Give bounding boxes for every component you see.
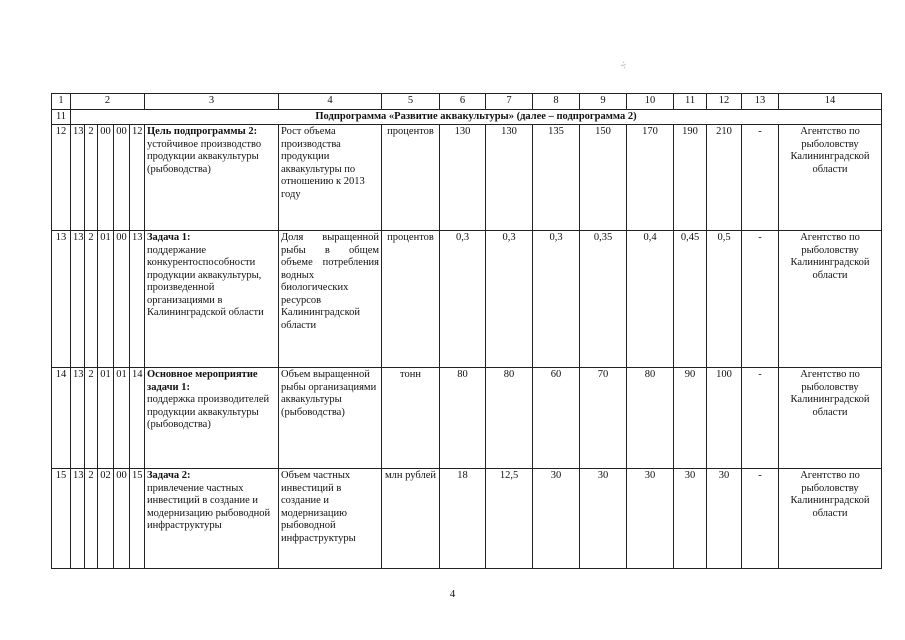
- row-description: привлечение частных инвестиций в создание и модернизацию рыбоводной инфраструктуры: [147, 482, 271, 531]
- value-cell: 170: [627, 125, 674, 231]
- page-number: 4: [449, 588, 456, 600]
- scan-mark: ·ı·: [618, 59, 630, 71]
- subprogram-number: 11: [52, 109, 71, 125]
- code-cell: 01: [114, 368, 130, 469]
- unit-cell: тонн: [382, 368, 440, 469]
- code-cell: 00: [114, 469, 130, 569]
- code-cell: 2: [85, 231, 98, 368]
- value-cell: 70: [580, 368, 627, 469]
- header-cell: 4: [279, 94, 382, 110]
- value-cell: 12,5: [486, 469, 533, 569]
- value-cell: 0,45: [674, 231, 707, 368]
- header-cell: 9: [580, 94, 627, 110]
- header-cell: 1: [52, 94, 71, 110]
- goal-cell: [145, 125, 279, 231]
- indicator-cell: Объем частных инвестиций в создание и модернизацию рыбоводной инфраструктуры: [279, 469, 382, 569]
- row-number-cell: 14: [52, 368, 71, 469]
- col13-cell: -: [742, 368, 779, 469]
- table-row: [52, 125, 882, 231]
- agency-cell: Агентство по рыболовству Калининградской области: [779, 368, 882, 469]
- header-cell: 11: [674, 94, 707, 110]
- header-cell: 10: [627, 94, 674, 110]
- indicator-cell: Доля выращенной рыбы в общем объеме потребления водных биологических ресурсов Калининградской области: [279, 231, 382, 368]
- value-cell: 30: [580, 469, 627, 569]
- value-cell: 0,3: [440, 231, 486, 368]
- value-cell: 0,35: [580, 231, 627, 368]
- code-cell: 02: [98, 469, 114, 569]
- code-cell: 2: [85, 125, 98, 231]
- agency-cell: Агентство по рыболовству Калининградской области: [779, 469, 882, 569]
- row-title: Основное мероприятие задачи 1:: [147, 369, 258, 393]
- value-cell: 60: [533, 368, 580, 469]
- row-description: поддержка производителей продукции аквакультуры (рыбоводства): [147, 394, 270, 430]
- row-title: Задача 2:: [147, 470, 191, 481]
- unit-cell: процентов: [382, 231, 440, 368]
- agency-cell: Агентство по рыболовству Калининградской области: [779, 125, 882, 231]
- header-cell: 7: [486, 94, 533, 110]
- value-cell: 135: [533, 125, 580, 231]
- goal-cell: [145, 368, 279, 469]
- unit-cell: млн рублей: [382, 469, 440, 569]
- indicators-table: [51, 93, 882, 569]
- code-cell: 01: [98, 231, 114, 368]
- header-row: [52, 94, 882, 110]
- row-title: Цель подпрограммы 2:: [147, 126, 258, 137]
- header-cell: 2: [71, 94, 145, 110]
- value-cell: 18: [440, 469, 486, 569]
- col13-cell: -: [742, 125, 779, 231]
- value-cell: 100: [707, 368, 742, 469]
- code-cell: 2: [85, 469, 98, 569]
- header-cell: 8: [533, 94, 580, 110]
- value-cell: 150: [580, 125, 627, 231]
- code-cell: 00: [114, 125, 130, 231]
- value-cell: 130: [440, 125, 486, 231]
- value-cell: 80: [627, 368, 674, 469]
- col13-cell: -: [742, 231, 779, 368]
- header-cell: 12: [707, 94, 742, 110]
- value-cell: 30: [707, 469, 742, 569]
- value-cell: 130: [486, 125, 533, 231]
- row-description: устойчивое производство продукции аквакультуры (рыбоводства): [147, 138, 262, 175]
- value-cell: 90: [674, 368, 707, 469]
- value-cell: 80: [440, 368, 486, 469]
- row-description: поддержание конкурентоспособности продукции аквакультуры, произведенной организациями в Калининградской области: [147, 244, 264, 318]
- value-cell: 30: [674, 469, 707, 569]
- header-cell: 5: [382, 94, 440, 110]
- header-cell: 13: [742, 94, 779, 110]
- header-cell: 14: [779, 94, 882, 110]
- value-cell: 0,4: [627, 231, 674, 368]
- table-row: [52, 368, 882, 469]
- value-cell: 80: [486, 368, 533, 469]
- goal-cell: [145, 231, 279, 368]
- value-cell: 210: [707, 125, 742, 231]
- table-row: [52, 231, 882, 368]
- indicator-cell: Объем выращенной рыбы организациями аквакультуры (рыбоводства): [279, 368, 382, 469]
- value-cell: 190: [674, 125, 707, 231]
- row-number-cell: 13: [52, 231, 71, 368]
- code-cell: 12: [130, 125, 145, 231]
- code-cell: 13: [71, 469, 85, 569]
- code-cell: 13: [71, 125, 85, 231]
- value-cell: 30: [627, 469, 674, 569]
- code-cell: 2: [85, 368, 98, 469]
- agency-cell: Агентство по рыболовству Калининградской области: [779, 231, 882, 368]
- code-cell: 00: [98, 125, 114, 231]
- code-cell: 00: [114, 231, 130, 368]
- row-number-cell: 12: [52, 125, 71, 231]
- value-cell: 30: [533, 469, 580, 569]
- code-cell: 13: [71, 368, 85, 469]
- header-cell: 3: [145, 94, 279, 110]
- code-cell: 13: [71, 231, 85, 368]
- code-cell: 15: [130, 469, 145, 569]
- table-row: [52, 469, 882, 569]
- subprogram-title: Подпрограмма «Развитие аквакультуры» (далее – подпрограмма 2): [71, 109, 882, 125]
- row-title: Задача 1:: [147, 232, 191, 243]
- indicator-cell: Рост объема производства продукции аквакультуры по отношению к 2013 году: [279, 125, 382, 231]
- code-cell: 13: [130, 231, 145, 368]
- code-cell: 14: [130, 368, 145, 469]
- header-cell: 6: [440, 94, 486, 110]
- value-cell: 0,3: [486, 231, 533, 368]
- value-cell: 0,3: [533, 231, 580, 368]
- subprogram-row: [52, 109, 882, 125]
- value-cell: 0,5: [707, 231, 742, 368]
- col13-cell: -: [742, 469, 779, 569]
- unit-cell: процентов: [382, 125, 440, 231]
- row-number-cell: 15: [52, 469, 71, 569]
- goal-cell: [145, 469, 279, 569]
- code-cell: 01: [98, 368, 114, 469]
